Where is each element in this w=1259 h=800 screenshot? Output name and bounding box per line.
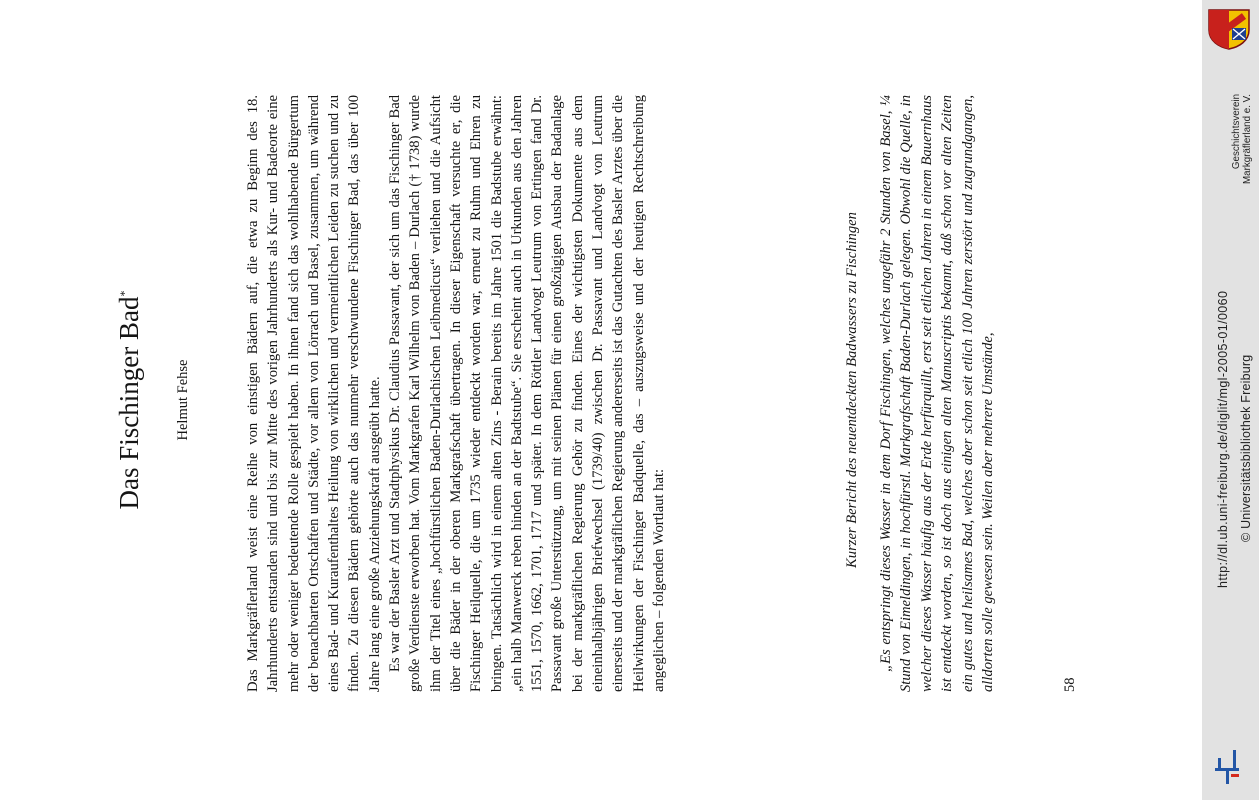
university-library-logo-icon — [1212, 746, 1242, 786]
permalink-url[interactable]: http://dl.ub.uni-freiburg.de/diglit/mgl-2005-01/0060 — [1216, 290, 1230, 588]
paragraph-1: Das Markgräflerland weist eine Reihe von einstigen Bädern auf, die etwa zu Beginn des 18. Jahrhunderts entstanden sind und bis zur Mitte des vorigen Jahrhunderts als Kur- und Badeorte eine mehr oder weniger bedeutende Rolle gespielt haben. In ihnen fand sich das wohlhabende Bürgertum der benachbarten Ortschaften und Städte, vor allem von Lörrach und Basel, zusammen, um während eines Bad- und Kuraufenthaltes Heilung von wirklichen und vermeintlichen Leiden zu suchen und zu finden. Zu diesen Bädern gehörte auch das nunmehr verschwundene Fischinger Bad, das über 100 Jahre lang eine große Anziehungskraft ausgeübt hatte. — [245, 95, 383, 692]
page-number: 58 — [1062, 677, 1078, 692]
paragraph-2: Es war der Basler Arzt und Stadtphysikus Dr. Claudius Passavant, der sich um das Fischinger Bad große Verdienste erworben hat. Vom Markgrafen Karl Wilhelm von Baden – Durlach († 1738) wurde ihm der Titel eines „hochfürstlichen Baden-Durlachischen Leibmedicus“ verliehen und die Aufsicht über die Bäder in der oberen Markgrafschaft übertragen. In dieser Eigenschaft versuchte er, die Fischinger Heilquelle, die um 1735 wieder entdeckt worden war, erneut zu Ruhm und Ehren zu bringen. Tatsächlich wird in einem alten Zins - Berain bereits im Jahre 1501 die Badstube erwähnt: „ein halb Manwerck reben hinden an der Badtstube“. Sie erscheint auch in Urkunden aus den Jahren 1551, 1570, 1662, 1701, 1717 und später. In dem Röttler Landvogt Leutrum von Ertingen fand Dr. Passavant große Unterstützung, um mit seinen Plänen für einen großzügigen Ausbau der Badanlage bei der markgräflichen Regierung Gehör zu finden. Eines der wichtigsten Dokumente aus dem eineinhalbjährigen Briefwechsel (1739/40) zwischen Dr. Passavant und Landvogt von Leutrum einerseits und der markgräflichen Regierung andererseits ist das Gutachten des Basler Arztes über die Heilwirkungen der Fischinger Badquelle, das – auszugsweise und der heutigen Rechtschreibung angeglichen – folgenden Wortlaut hat: — [387, 95, 667, 692]
quoted-report: „Es entspringt dieses Wasser in dem Dorf Fischingen, welches ungefähr 2 Stunden von Basel, ¼ Stund von Eimeldingen, in hochfürstl. Markgrafschaft Baden-Durlach gelegen. Obwohl die Quelle, in welcher dieses Wasser häufig aus der Erde herfürquillt, erst seit etlichen Jahren in einem Bauernhaus ist entdeckt worden, so ist doch aus einigen alten Manuscriptis bekannt, daß schon vor alten Zeiten ein gutes und heilsames Bad, welches aber schon seit etlich 100 Jahren zerstört und zugrundgangen, alldorten solle gewesen sein. Weilen aber mehrere Umstände, — [878, 95, 997, 692]
society-line-2: Markgräflerland e. V. — [1242, 93, 1253, 184]
section-subheading: Kurzer Bericht des neuentdeckten Badwassers zu Fischingen — [844, 212, 860, 568]
society-label — [1231, 94, 1253, 184]
article-body — [243, 95, 669, 692]
coat-of-arms-icon — [1206, 8, 1252, 50]
title-footnote-marker: * — [117, 290, 131, 297]
article-author: Helmut Fehse — [175, 359, 191, 441]
article-title — [112, 100, 146, 700]
copyright-notice: © Universitätsbibliothek Freiburg — [1239, 354, 1253, 542]
article-title-text: Das Fischinger Bad — [114, 296, 144, 510]
society-line-1: Geschichtsverein — [1231, 93, 1242, 170]
